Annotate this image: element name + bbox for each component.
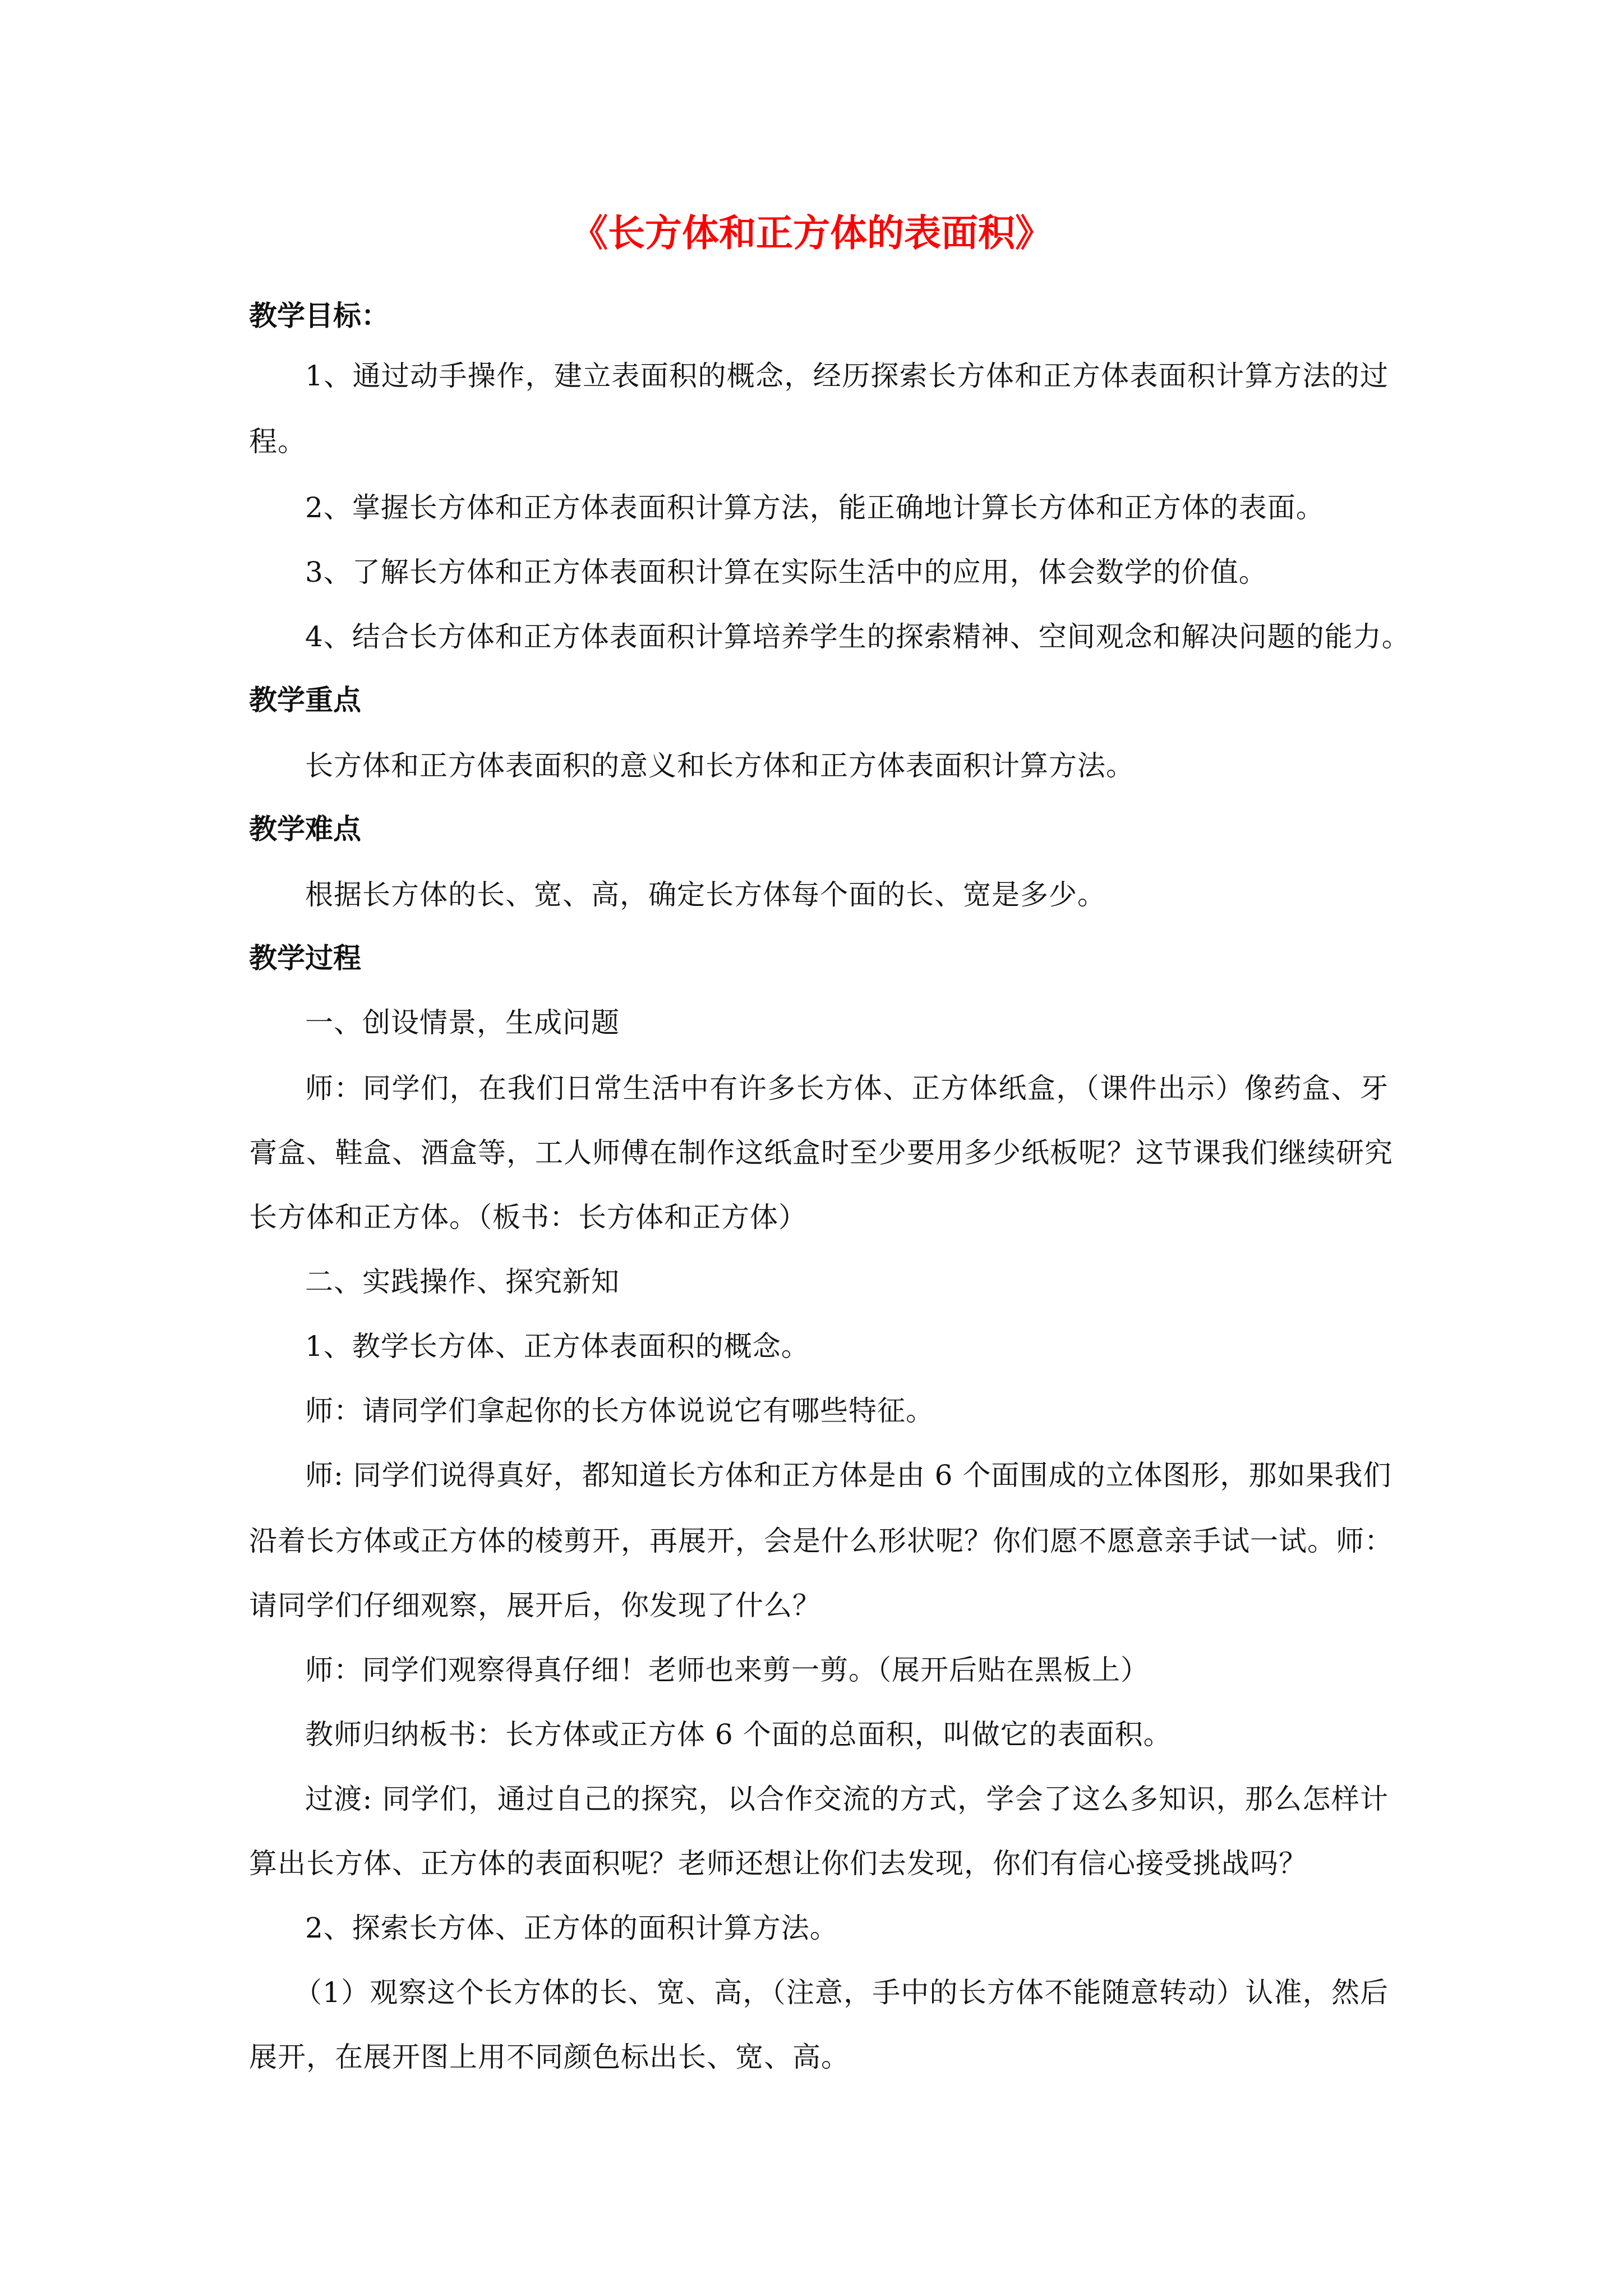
process-paragraph-2-line-1: 师: 同学们说得真好，都知道长方体和正方体是由 6 个面围成的立体图形，那如果我们 [305,1459,1392,1492]
objective-3: 3、了解长方体和正方体表面积计算在实际生活中的应用，体会数学的价值。 [305,556,1267,588]
process-step-1-title: 1、教学长方体、正方体表面积的概念。 [305,1330,810,1363]
objective-1-line-2: 程。 [249,425,306,458]
objective-2: 2、掌握长方体和正方体表面积计算方法，能正确地计算长方体和正方体的表面。 [305,491,1325,524]
process-section-2-title: 二、实践操作、探究新知 [305,1266,620,1298]
process-teacher-demo: 师：同学们观察得真仔细！老师也来剪一剪。（展开后贴在黑板上） [305,1654,1149,1686]
process-step-2-title: 2、探索长方体、正方体的面积计算方法。 [305,1912,838,1944]
heading-key-points: 教学重点 [249,683,361,716]
process-paragraph-2-line-3: 请同学们仔细观察，展开后，你发现了什么？ [249,1589,821,1622]
process-transition-line-1: 过渡: 同学们，通过自己的探究，以合作交流的方式，学会了这么多知识，那么怎样计 [305,1783,1389,1815]
document-title: 《长方体和正方体的表面积》 [571,211,1052,255]
objective-1-line-1: 1、通过动手操作，建立表面积的概念，经历探索长方体和正方体表面积计算方法的过 [305,360,1389,392]
key-points-text: 长方体和正方体表面积的意义和长方体和正方体表面积计算方法。 [305,749,1135,782]
heading-objectives: 教学目标： [249,299,389,332]
process-teacher-question: 师：请同学们拿起你的长方体说说它有哪些特征。 [305,1395,934,1427]
process-paragraph-1-line-3: 长方体和正方体。（板书：长方体和正方体） [249,1201,807,1234]
heading-process: 教学过程 [249,941,361,974]
process-transition-line-2: 算出长方体、正方体的表面积呢？老师还想让你们去发现，你们有信心接受挑战吗？ [249,1847,1307,1880]
process-section-1-title: 一、创设情景，生成问题 [305,1006,620,1039]
process-substep-1-line-2: 展开，在展开图上用不同颜色标出长、宽、高。 [249,2041,850,2073]
process-paragraph-1-line-2: 膏盒、鞋盒、酒盒等，工人师傅在制作这纸盒时至少要用多少纸板呢？这节课我们继续研究 [249,1137,1393,1169]
heading-difficulties: 教学难点 [249,812,361,845]
process-paragraph-1-line-1: 师：同学们，在我们日常生活中有许多长方体、正方体纸盒，（课件出示）像药盒、牙 [305,1072,1389,1105]
difficulties-text: 根据长方体的长、宽、高，确定长方体每个面的长、宽是多少。 [305,878,1106,911]
process-board-summary: 教师归纳板书：长方体或正方体 6 个面的总面积，叫做它的表面积。 [305,1718,1172,1751]
process-paragraph-2-line-2: 沿着长方体或正方体的棱剪开，再展开，会是什么形状呢？你们愿不愿意亲手试一试。师： [249,1525,1393,1557]
process-substep-1-line-1: （1）观察这个长方体的长、宽、高，（注意，手中的长方体不能随意转动）认准，然后 [294,1976,1389,2009]
objective-4: 4、结合长方体和正方体表面积计算培养学生的探索精神、空间观念和解决问题的能力。 [305,620,1410,653]
